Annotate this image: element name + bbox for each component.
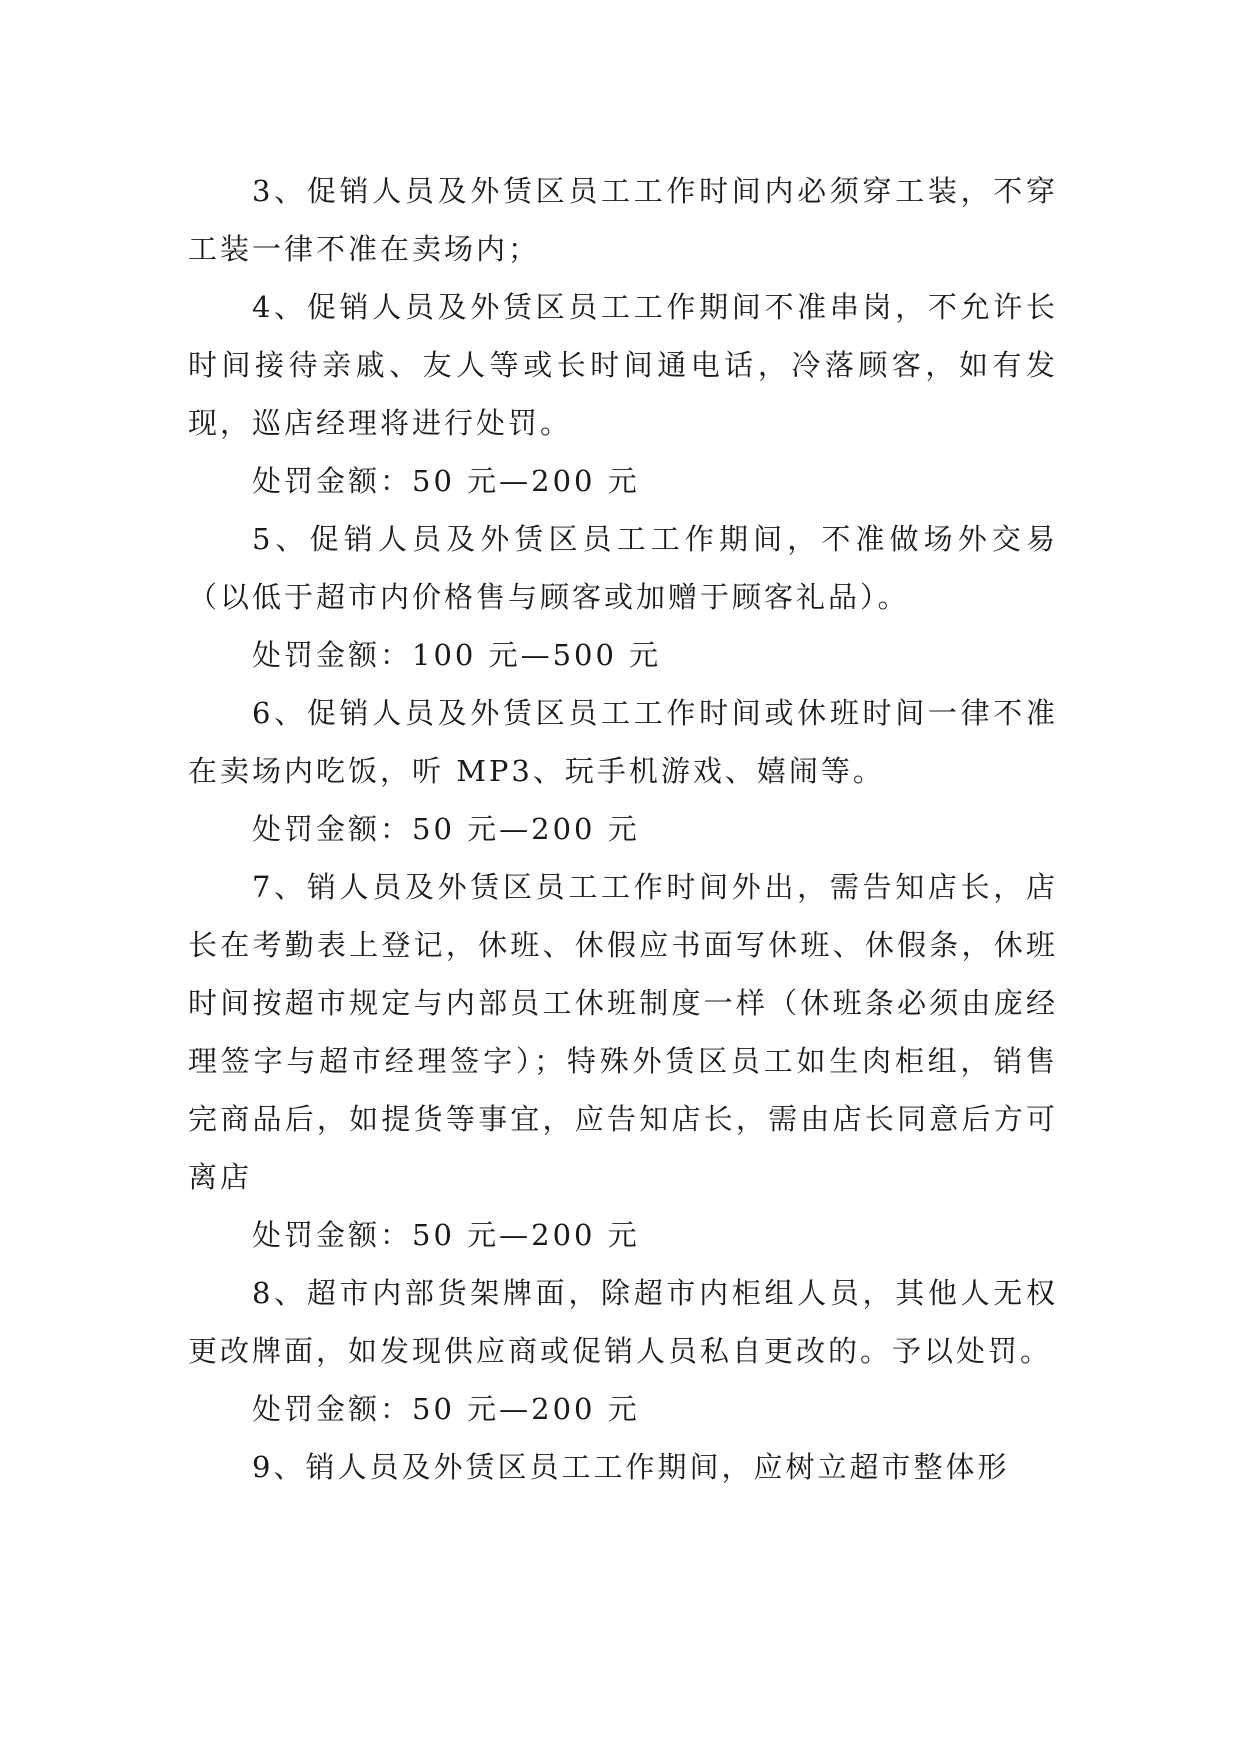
penalty-amount-4: 处罚金额：50 元—200 元 [252,464,640,498]
penalty-amount-8: 处罚金额：50 元—200 元 [252,1392,640,1426]
penalty-amount-5: 处罚金额：100 元—500 元 [252,638,662,672]
penalty-amount-6: 处罚金额：50 元—200 元 [252,812,640,846]
penalty-amount-7: 处罚金额：50 元—200 元 [252,1218,640,1252]
rule-paragraph-6: 6、促销人员及外赁区员工工作时间或休班时间一律不准在卖场内吃饭，听 MP3、玩手机游戏、嬉闹等。 [188,696,1058,788]
rule-paragraph-7: 7、销人员及外赁区员工工作时间外出，需告知店长，店长在考勤表上登记，休班、休假应书面写休班、休假条，休班时间按超市规定与内部员工休班制度一样（休班条必须由庞经理签字与超市经理签字）；特殊外赁区员工如生肉柜组，销售完商品后，如提货等事宜，应告知店长，需由店长同意后方可离店 [188,870,1058,1194]
rule-paragraph-5: 5、促销人员及外赁区员工工作期间，不准做场外交易（以低于超市内价格售与顾客或加赠于顾客礼品）。 [188,522,1058,614]
rule-paragraph-3: 3、促销人员及外赁区员工工作时间内必须穿工装，不穿工装一律不准在卖场内； [188,174,1058,266]
rule-paragraph-8: 8、超市内部货架牌面，除超市内柜组人员，其他人无权更改牌面，如发现供应商或促销人员私自更改的。予以处罚。 [188,1276,1058,1368]
document-body [188,162,1058,1496]
rule-paragraph-4: 4、促销人员及外赁区员工工作期间不准串岗，不允许长时间接待亲戚、友人等或长时间通电话，冷落顾客，如有发现，巡店经理将进行处罚。 [188,290,1058,440]
rule-paragraph-9: 9、销人员及外赁区员工工作期间，应树立超市整体形 [252,1450,1010,1484]
